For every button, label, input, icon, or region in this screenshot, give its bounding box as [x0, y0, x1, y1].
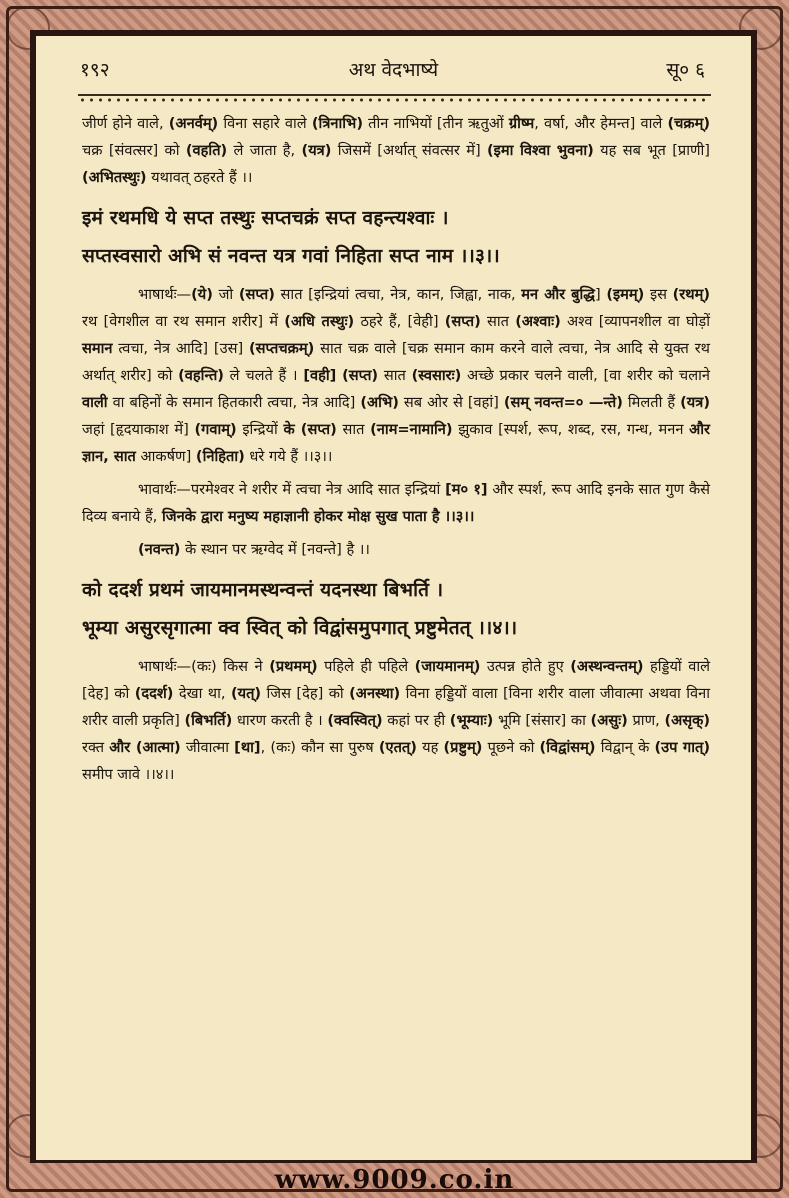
mantra-4 — [82, 571, 710, 647]
mantra-line: को ददर्श प्रथमं जायमानमस्थन्वन्तं यदनस्था बिभर्ति । — [82, 579, 444, 601]
page-header — [36, 56, 751, 86]
footnote: (नवन्त) के स्थान पर ऋग्वेद में [नवन्ते] है ।। — [138, 541, 370, 558]
header-divider — [78, 94, 711, 102]
page-number: १९२ — [80, 59, 110, 81]
mantra-line: इमं रथमधि ये सप्त तस्थुः सप्तचक्रं सप्त वहन्त्यश्वाः । — [82, 207, 449, 229]
website-link[interactable]: www.9009.co.in — [274, 1165, 515, 1195]
document-page — [36, 36, 751, 1160]
bhasharth-3: भाषार्थः—(ये) जो (सप्त) सात [इन्द्रियां त्वचा, नेत्र, कान, जिह्वा, नाक, मन और बुद्धि] (इमम्) इस (रथम्) रथ [वेगशील वा रथ समान शरीर] में (अधि तस्थुः) ठहरे हैं, [वेही] (सप्त) सात (अश्वाः) अश्व [व्यापनशील वा घोड़ों समान त्वचा, नेत्र आदि] [उस] (सप्तचक्रम्) सात चक्र वाले [चक्र समान काम करने वाले त्वचा, नेत्र आदि से युक्त रथ अर्थात् शरीर] को (वहन्ति) ले चलते हैं । [वही] (सप्त) सात (स्वसारः) अच्छे प्रकार चलने वाली, [वा शरीर को चलाने वाली वा बहिनों के समान हितकारी त्वचा, नेत्र आदि] (अभि) सब ओर से [वहां] (सम् नवन्त=० —न्ते) मिलती हैं (यत्र) जहां [हृदयाकाश में] (गवाम्) इन्द्रियों के (सप्त) सात (नाम=नामानि) झुकाव [स्पर्श, रूप, शब्द, रस, गन्ध, मनन और ज्ञान, सात आकर्षण] (निहिता) धरे गये हैं ।।३।। — [82, 286, 711, 465]
page-body — [82, 110, 710, 788]
page-title: अथ वेदभाष्ये — [348, 59, 439, 81]
mantra-3 — [82, 199, 710, 275]
mantra-line: सप्तस्वसारो अभि सं नवन्त यत्र गवां निहिता सप्त नाम ।।३।। — [82, 245, 500, 267]
sukta-number: सू० ६ — [666, 59, 705, 81]
mantra-line: भूम्या असुरसृगात्मा क्व स्वित् को विद्वांसमुपगात् प्रष्टुमेतत् ।।४।। — [82, 617, 518, 639]
intro-paragraph: जीर्ण होने वाले, (अनर्वम्) विना सहारे वाले (त्रिनाभि) तीन नाभियों [तीन ऋतुओं ग्रीष्म, वर्षा, और हेमन्त] वाले (चक्रम्) चक्र [संवत्सर] को (वहति) ले जाता है, (यत्र) जिसमें [अर्थात् संवत्सर में] (इमा विश्वा भुवना) यह सब भूत [प्राणी] (अभितस्थुः) यथावत् ठहरते हैं ।। — [82, 115, 711, 186]
bhavarth-3: भावार्थः—परमेश्वर ने शरीर में त्वचा नेत्र आदि सात इन्द्रियां [म० १] और स्पर्श, रूप आदि इनके सात गुण कैसे दिव्य बनाये हैं, जिनके द्वारा मनुष्य महाज्ञानी होकर मोक्ष सुख पाता है ।।३।। — [82, 481, 711, 525]
bhasharth-4: भाषार्थः—(कः) किस ने (प्रथमम्) पहिले ही पहिले (जायमानम्) उत्पन्न होते हुए (अस्थन्वन्तम्) हड्डियों वाले [देह] को (ददर्श) देखा था, (यत्) जिस [देह] को (अनस्था) विना हड्डियों वाला [विना शरीर वाला जीवात्मा अथवा विना शरीर वाली प्रकृति] (बिभर्ति) धारण करती है । (क्वस्वित्) कहां पर ही (भूम्याः) भूमि [संसार] का (असुः) प्राण, (असृक्) रक्त और (आत्मा) जीवात्मा [था], (कः) कौन सा पुरुष (एतत्) यह (प्रष्टुम्) पूछने को (विद्वांसम्) विद्वान् के (उप गात्) समीप जावे ।।४।। — [82, 658, 711, 783]
